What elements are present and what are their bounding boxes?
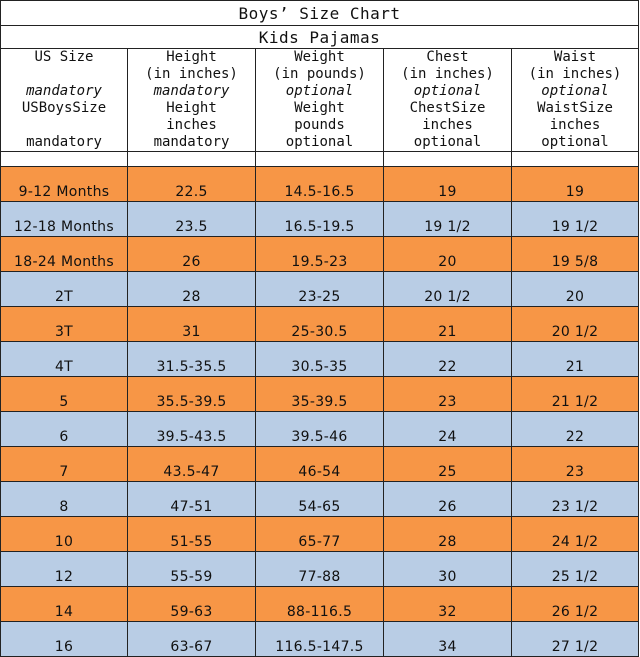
- cell-waist: 24 1/2: [512, 517, 639, 552]
- cell-chest: 24: [384, 412, 512, 447]
- cell-weight: 14.5-16.5: [256, 167, 384, 202]
- header-cell-chest: optional: [384, 83, 512, 100]
- cell-chest: 25: [384, 447, 512, 482]
- cell-height: 55-59: [128, 552, 256, 587]
- cell-size: 14: [1, 587, 128, 622]
- spacer-row: [1, 152, 639, 167]
- header-cell-chest: optional: [384, 134, 512, 152]
- cell-chest: 22: [384, 342, 512, 377]
- cell-chest: 19: [384, 167, 512, 202]
- table-row: [1, 517, 639, 552]
- chart-subtitle: Kids Pajamas: [1, 26, 639, 49]
- table-row: [1, 482, 639, 517]
- cell-weight: 77-88: [256, 552, 384, 587]
- cell-weight: 19.5-23: [256, 237, 384, 272]
- header-cell-waist: (in inches): [512, 66, 639, 83]
- cell-height: 23.5: [128, 202, 256, 237]
- cell-height: 51-55: [128, 517, 256, 552]
- cell-height: 59-63: [128, 587, 256, 622]
- header-row: [1, 83, 639, 100]
- cell-chest: 23: [384, 377, 512, 412]
- cell-waist: 25 1/2: [512, 552, 639, 587]
- cell-size: 7: [1, 447, 128, 482]
- size-chart-body: [1, 1, 639, 657]
- header-cell-size: mandatory: [1, 134, 128, 152]
- spacer-cell: [512, 152, 639, 167]
- cell-chest: 28: [384, 517, 512, 552]
- table-row: [1, 447, 639, 482]
- cell-weight: 23-25: [256, 272, 384, 307]
- cell-height: 28: [128, 272, 256, 307]
- cell-chest: 19 1/2: [384, 202, 512, 237]
- header-cell-weight: (in pounds): [256, 66, 384, 83]
- cell-height: 63-67: [128, 622, 256, 657]
- cell-weight: 46-54: [256, 447, 384, 482]
- header-cell-weight: optional: [256, 83, 384, 100]
- header-cell-waist: inches: [512, 117, 639, 134]
- cell-height: 35.5-39.5: [128, 377, 256, 412]
- cell-size: 8: [1, 482, 128, 517]
- table-row: [1, 272, 639, 307]
- chart-title: Boys’ Size Chart: [1, 1, 639, 26]
- header-row: [1, 66, 639, 83]
- table-row: [1, 167, 639, 202]
- cell-waist: 23 1/2: [512, 482, 639, 517]
- header-row: [1, 134, 639, 152]
- header-cell-waist: optional: [512, 134, 639, 152]
- cell-height: 47-51: [128, 482, 256, 517]
- table-row: [1, 237, 639, 272]
- spacer-cell: [256, 152, 384, 167]
- cell-chest: 30: [384, 552, 512, 587]
- cell-height: 22.5: [128, 167, 256, 202]
- cell-height: 26: [128, 237, 256, 272]
- spacer-cell: [1, 152, 128, 167]
- cell-waist: 21: [512, 342, 639, 377]
- header-cell-height: Height: [128, 49, 256, 67]
- cell-chest: 32: [384, 587, 512, 622]
- header-cell-chest: (in inches): [384, 66, 512, 83]
- cell-chest: 34: [384, 622, 512, 657]
- header-cell-size: USBoysSize: [1, 100, 128, 117]
- cell-chest: 21: [384, 307, 512, 342]
- table-row: [1, 412, 639, 447]
- cell-size: 12-18 Months: [1, 202, 128, 237]
- cell-weight: 88-116.5: [256, 587, 384, 622]
- table-row: [1, 307, 639, 342]
- header-cell-waist: optional: [512, 83, 639, 100]
- cell-waist: 27 1/2: [512, 622, 639, 657]
- header-cell-waist: Waist: [512, 49, 639, 67]
- cell-size: 18-24 Months: [1, 237, 128, 272]
- header-cell-chest: inches: [384, 117, 512, 134]
- header-cell-height: inches: [128, 117, 256, 134]
- cell-chest: 20: [384, 237, 512, 272]
- cell-size: 9-12 Months: [1, 167, 128, 202]
- cell-waist: 23: [512, 447, 639, 482]
- cell-size: 16: [1, 622, 128, 657]
- header-cell-size: US Size: [1, 49, 128, 67]
- header-row: [1, 49, 639, 67]
- cell-height: 31: [128, 307, 256, 342]
- cell-height: 43.5-47: [128, 447, 256, 482]
- header-cell-waist: WaistSize: [512, 100, 639, 117]
- table-row: [1, 342, 639, 377]
- cell-waist: 20: [512, 272, 639, 307]
- header-cell-weight: optional: [256, 134, 384, 152]
- cell-chest: 20 1/2: [384, 272, 512, 307]
- cell-size: 3T: [1, 307, 128, 342]
- header-cell-chest: Chest: [384, 49, 512, 67]
- table-row: [1, 587, 639, 622]
- cell-size: 4T: [1, 342, 128, 377]
- cell-weight: 35-39.5: [256, 377, 384, 412]
- header-cell-height: mandatory: [128, 83, 256, 100]
- header-row: [1, 117, 639, 134]
- header-row: [1, 100, 639, 117]
- header-cell-height: Height: [128, 100, 256, 117]
- cell-weight: 25-30.5: [256, 307, 384, 342]
- cell-weight: 116.5-147.5: [256, 622, 384, 657]
- cell-weight: 39.5-46: [256, 412, 384, 447]
- table-row: [1, 622, 639, 657]
- cell-size: 12: [1, 552, 128, 587]
- cell-waist: 21 1/2: [512, 377, 639, 412]
- header-cell-weight: pounds: [256, 117, 384, 134]
- cell-chest: 26: [384, 482, 512, 517]
- header-cell-size: mandatory: [1, 83, 128, 100]
- header-cell-weight: Weight: [256, 49, 384, 67]
- cell-weight: 16.5-19.5: [256, 202, 384, 237]
- header-cell-size: [1, 66, 128, 83]
- header-cell-chest: ChestSize: [384, 100, 512, 117]
- table-row: [1, 202, 639, 237]
- cell-waist: 22: [512, 412, 639, 447]
- spacer-cell: [384, 152, 512, 167]
- cell-size: 6: [1, 412, 128, 447]
- cell-weight: 65-77: [256, 517, 384, 552]
- header-cell-weight: Weight: [256, 100, 384, 117]
- spacer-cell: [128, 152, 256, 167]
- cell-waist: 19: [512, 167, 639, 202]
- header-cell-size: [1, 117, 128, 134]
- cell-waist: 20 1/2: [512, 307, 639, 342]
- cell-waist: 19 1/2: [512, 202, 639, 237]
- cell-waist: 19 5/8: [512, 237, 639, 272]
- cell-size: 2T: [1, 272, 128, 307]
- cell-size: 10: [1, 517, 128, 552]
- cell-height: 31.5-35.5: [128, 342, 256, 377]
- header-cell-height: mandatory: [128, 134, 256, 152]
- table-row: [1, 377, 639, 412]
- cell-waist: 26 1/2: [512, 587, 639, 622]
- table-row: [1, 552, 639, 587]
- cell-height: 39.5-43.5: [128, 412, 256, 447]
- cell-weight: 30.5-35: [256, 342, 384, 377]
- cell-weight: 54-65: [256, 482, 384, 517]
- cell-size: 5: [1, 377, 128, 412]
- header-cell-height: (in inches): [128, 66, 256, 83]
